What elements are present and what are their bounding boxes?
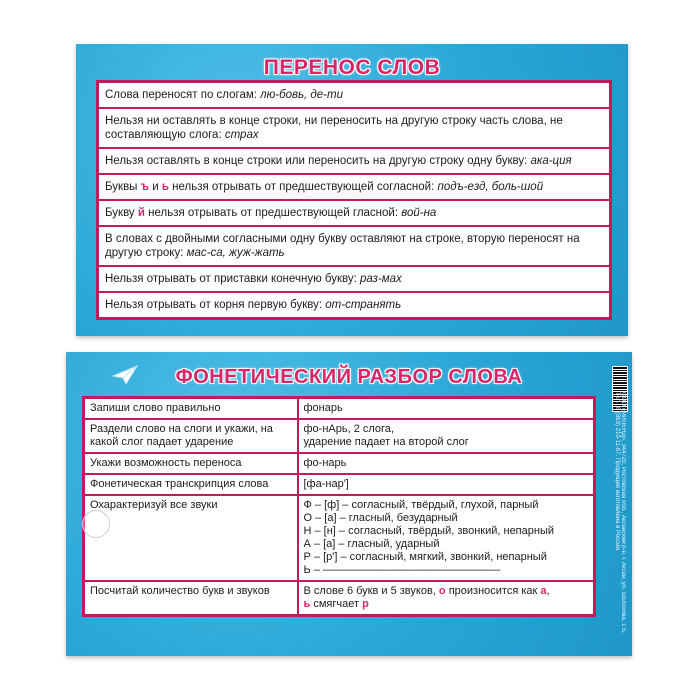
rule-item: Слова переносят по слогам: лю-бовь, де-ти <box>99 83 609 109</box>
rules-list <box>96 80 612 320</box>
table-row: Раздели слово на слоги и укажи, на какой слог падает ударение фо-нАрь, 2 слога, ударение падает на второй слог <box>84 419 595 453</box>
card-word-hyphenation <box>76 44 628 336</box>
table-row: Охарактеризуй все звуки Ф – [ф] – согласный, твёрдый, глухой, парный О – [а] – гласный, безударный Н – [н] – согласный, твёрдый, звонкий, непарный А – [а] – гласный, ударный Р – [р'] – согласный, мягкий, звонкий, непарный Ь – ––––––––––––––––––––––––––––– <box>84 495 595 581</box>
table-row: Посчитай количество букв и звуков В слове 6 букв и 5 звуков, о произносится как а, ь смягчает р <box>84 581 595 616</box>
rule-item: Нельзя отрывать от приставки конечную букву: раз-мах <box>99 267 609 293</box>
rule-item: Нельзя отрывать от корня первую букву: от-странять <box>105 299 402 311</box>
rule-item: Буквы ъ и ь нельзя отрывать от предшествующей согласной: подъ-езд, боль-шой <box>99 175 609 201</box>
card-phonetic-analysis <box>66 352 632 656</box>
table-row: Запиши слово правильно фонарь <box>84 398 595 420</box>
card-title: ФОНЕТИЧЕСКИЙ РАЗБОР СЛОВА <box>175 366 523 388</box>
circle-decoration <box>82 510 110 538</box>
rule-item: Нельзя ни оставлять в конце строки, ни переносить на другую строку часть слова, не составляющую слога: страх <box>99 109 609 149</box>
card-title: ПЕРЕНОС СЛОВ <box>263 56 441 79</box>
rule-item: Букву й нельзя отрывать от предшествующей гласной: вой-на <box>99 201 609 227</box>
table-row: Укажи возможность переноса фо-нарь <box>84 453 595 474</box>
table-row: Фонетическая транскрипция слова [фа-нар'] <box>84 474 595 495</box>
analysis-table <box>82 396 596 617</box>
manufacturer-info: ООО «МИЛЕНД», 344720, Ростовская обл., Аксайский р-н, г. Аксай, ул. Шолохова, 1 Б. Тел.: 8 (863) 210-11-67. Продукция изготовлена в России. <box>614 392 626 634</box>
rule-item: В словах с двойными согласными одну букву оставляют на строке, вторую переносят на другую строку: мас-са, жуж-жать <box>99 227 609 267</box>
rule-item: Нельзя оставлять в конце строки или переносить на другую строку одну букву: ака-ция <box>99 149 609 175</box>
